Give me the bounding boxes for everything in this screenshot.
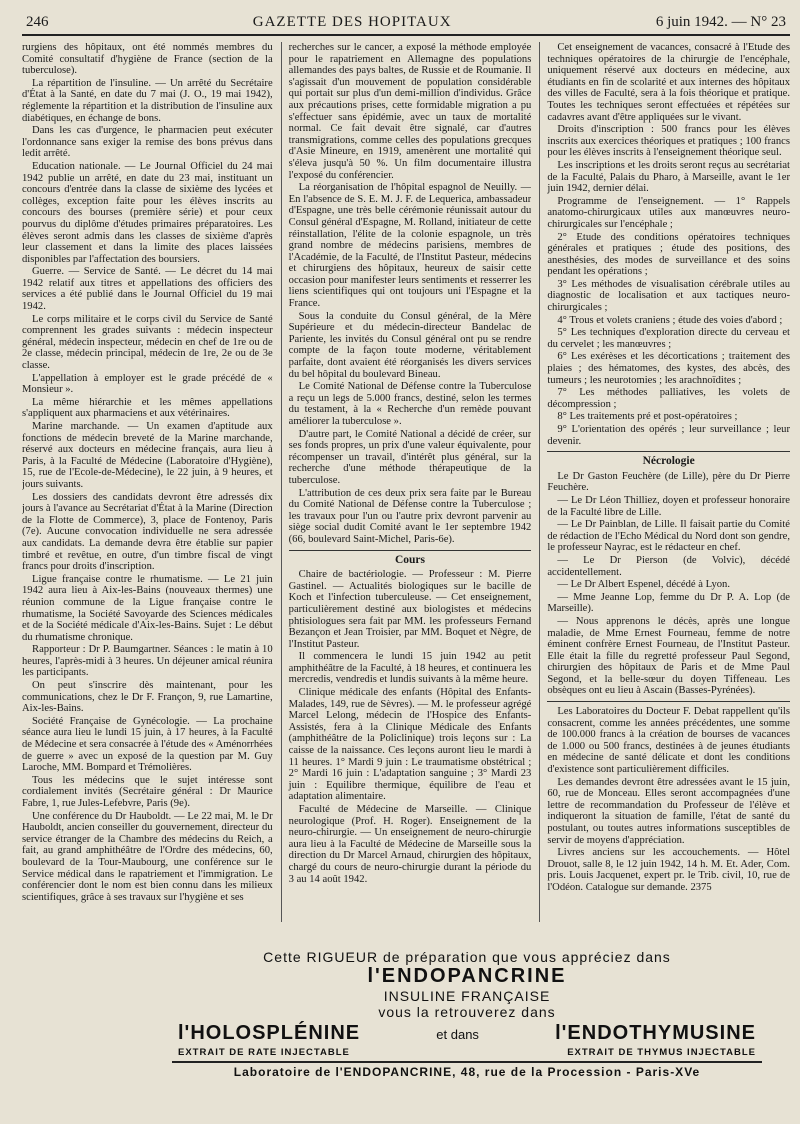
paragraph: Tous les médecins que le sujet intéresse sont cordialement invités (Secrétaire général : Dr Maurice Fabre, 1, rue Jules-Lefebvre, Paris (9e). xyxy=(22,774,273,809)
paragraph: Les demandes devront être adressées avant le 15 juin, 60, rue de Monceau. Elles seront accompagnées d'une lettre de recommandation du Professeur de l'élève et indiqueront la situation de famille, l'état de santé du postulant, ou toutes autres informations susceptibles de servir de moyens d'appréciation. xyxy=(547,776,790,846)
section-heading-cours: Cours xyxy=(394,553,425,566)
paragraph: Cet enseignement de vacances, consacré à l'Etude des techniques opératoires de la chirurgie de l'encéphale, uniquement réservé aux docteurs en médecine, aux étudiants en fin de scolarité et aux internes des hôpitaux des villes de Faculté, sera à la fois théorique et pratique. Toutes les techniques seront effectuées et répétées sur cadavres avant d'être appliquées sur le vivant. xyxy=(547,42,790,123)
ad-line-1: Cette RIGUEUR de préparation que vous appréciez dans xyxy=(263,949,671,965)
divider xyxy=(289,550,532,551)
paragraph: 5° Les techniques d'exploration directe du cerveau et du cervelet ; les manœuvres ; xyxy=(547,327,790,350)
ad-brand-endopancrine: l'ENDOPANCRINE xyxy=(367,965,567,987)
article-columns xyxy=(22,42,790,922)
journal-title: GAZETTE DES HOPITAUX xyxy=(252,14,452,30)
paragraph: — Le Dr Painblan, de Lille. Il faisait partie du Comité de rédaction de l'Echo Médical du Nord dont son gendre, le professeur Nayrac, est le rédacteur en chef. xyxy=(547,519,790,554)
paragraph: Les dossiers des candidats devront être adressés dix jours à l'avance au Secrétariat d'État à la Marine (Direction de la Flotte de Commerce), 3, place de Fontenoy, Paris (7e). Aucune convocation individuelle ne sera adressée aux candidats. La demande devra être établie sur papier timbré et revêtue, en outre, d'un timbre fiscal de vingt francs pour droits d'inscription. xyxy=(22,491,273,573)
paragraph: — Le Dr Pierson (de Volvic), décédé accidentellement. xyxy=(547,554,790,578)
ad-left-subtitle: EXTRAIT DE RATE INJECTABLE xyxy=(178,1047,350,1058)
paragraph: Education nationale. — Le Journal Officiel du 24 mai 1942 publie un arrêté, en date du 23 mai, instituant un concours d'entrée dans la classe de sixième des lycées et collèges, exception faite pour les élèves inscrits au concours des bourses (première série) et pour ceux pourvus du diplôme d'études primaires préparatoires. Les élèves seront admis dans les classes de sixième d'après leur classement et dans la limite des places laissées disponibles par l'affectation des boursiers. xyxy=(22,160,273,265)
paragraph: 3° Les méthodes de visualisation cérébrale utiles au diagnostic de localisation et aux tactiques neuro-chirurgicales ; xyxy=(547,278,790,314)
paragraph: Les Laboratoires du Docteur F. Debat rappellent qu'ils consacrent, comme les années précédentes, une somme de 100.000 francs à la création de bourses de vacances de 1.000 ou 500 francs, destinées à de jeunes étudiants en médecine de santé délicate et dont les conditions d'existence sont particulièrement difficiles. xyxy=(547,706,790,776)
ad-subtitles-row xyxy=(172,1047,762,1058)
paragraph: 9° L'orientation des opérés ; leur surveillance ; leur devenir. xyxy=(547,424,790,447)
paragraph: recherches sur le cancer, a exposé la méthode employée pour le rapatriement en Allemagne des populations allemandes des pays baltes, de Russie et de Roumanie. Il s'agissait d'un mouvement de population considérable qui portait sur plus d'un demi-million d'individus. Grâce aux précautions prises, cette formidable migration a pu s'effectuer sans épidémie, avec un taux de mortalité normal. Ce fait devait être signalé, car d'autres transmigrations, comme celles des populations grecques d'Asie Mineure, en 1919, amenèrent une mortalité qui s'éleva jusqu'à 50 %. Un film documentaire illustra l'exposé du conférencier. xyxy=(288,42,532,181)
paragraph: — Le Dr Léon Thilliez, doyen et professeur honoraire de la Faculté libre de Lille. xyxy=(547,494,790,518)
paragraph: Société Française de Gynécologie. — La prochaine séance aura lieu le lundi 15 juin, à 17 heures, à la Faculté de Médecine et sera consacrée à l'étude des « Aménorrhées de guerre » avec un exposé de la question par M. Guy Laroche, MM. Bompard et Trémolières. xyxy=(22,715,273,774)
divider xyxy=(547,451,790,452)
column-3 xyxy=(539,42,790,922)
paragraph: Le Dr Gaston Feuchère (de Lille), père du Dr Pierre Feuchère. xyxy=(547,470,790,494)
section-heading-necrologie: Nécrologie xyxy=(642,455,695,468)
paragraph: 7° Les méthodes palliatives, les volets de décompression ; xyxy=(547,387,790,410)
paragraph: Les inscriptions et les droits seront reçus au secrétariat de la Faculté, Palais du Pharo, à Marseille, avant le 1er juin 1942, dernier délai. xyxy=(547,159,790,195)
divider xyxy=(547,701,790,702)
paragraph: Ligue française contre le rhumatisme. — Le 21 juin 1942 aura lieu à Aix-les-Bains (nouveaux thermes) une réunion commune de la Ligue française contre le rhumatisme, la Société Savoyarde des Sciences médicales et de la Société médicale d'Aix-les-Bains. Sujet : Le début du rhumatisme chronique. xyxy=(22,573,273,643)
column-1 xyxy=(22,42,273,922)
advertisement xyxy=(172,945,762,1110)
paragraph: Marine marchande. — Un examen d'aptitude aux fonctions de médecin breveté de la Marine marchande, réservé aux docteurs en médecine français, aura lieu à Paris, à la Faculté de Médecine (Laboratoire d'Hygiène), 15, rue de l'Ecole-de-Médecine), le 22 juin, à 9 heures, et jours suivants. xyxy=(22,421,273,490)
paragraph: Le Comité National de Défense contre la Tuberculose a reçu un legs de 5.000 francs, destiné, selon les termes du testament, à la « Recherche d'un remède pouvant améliorer la tuberculose ». xyxy=(288,381,532,427)
paragraph: — Mme Jeanne Lop, femme du Dr P. A. Lop (de Marseille). xyxy=(547,591,790,615)
ad-brand-holosplenine: l'HOLOSPLÉNINE xyxy=(178,1022,361,1044)
paragraph: L'attribution de ces deux prix sera faite par le Bureau du Comité National de Défense contre la Tuberculose ; les travaux pour l'un ou l'autre prix devront parvenir au siège social dudit Comité avant le 1er septembre 1942 (66, boulevard Saint-Michel, Paris-6e). xyxy=(288,487,532,545)
paragraph: 4° Trous et volets craniens ; étude des voies d'abord ; xyxy=(557,314,783,326)
ad-right-subtitle: EXTRAIT DE THYMUS INJECTABLE xyxy=(567,1047,756,1058)
paragraph: On peut s'inscrire dès maintenant, pour les communications, chez le Dr F. Françon, 9, rue Lamartine, Aix-les-Bains. xyxy=(22,680,273,715)
paragraph: Programme de l'enseignement. — 1° Rappels anatomo-chirurgicaux utiles aux manœuvres neuro-chirurgicales sur l'encéphale ; xyxy=(547,195,790,230)
paragraph: La réorganisation de l'hôpital espagnol de Neuilly. — En l'absence de S. E. M. J. F. de Lequerica, ambassadeur d'Espagne, une très belle cérémonie réunissait autour du Consul général d'Espagne, M. Rolland, initiateur de cette réinstallation, l'élite de la colonie espagnole, un très grand nombre de médecins parisiens, membres de l'Académie, de la Faculté, de l'Institut Pasteur, médecins et chirurgiens des hôpitaux, heureux de saisir cette occasion pour manifester leurs sentiments et resserrer les liens scientifiques qui ont toujours uni l'Espagne et la France. xyxy=(288,182,532,310)
paragraph: 6° Les exérèses et les décortications ; traitement des plaies ; des hématomes, des kystes, des abcès, des tumeurs ; les neurotomies ; les arachnoïdites ; xyxy=(547,351,790,386)
paragraph: L'appellation à employer est le grade précédé de « Monsieur ». xyxy=(22,372,273,396)
ad-products-row xyxy=(172,1022,762,1045)
ad-brand-endothymusine: l'ENDOTHYMUSINE xyxy=(555,1022,756,1044)
paragraph: 8° Les traitements pré et post-opératoires ; xyxy=(557,411,738,423)
page-header xyxy=(22,14,790,36)
paragraph: Faculté de Médecine de Marseille. — Clinique neurologique (Prof. H. Roger). Enseignement de la neuro-chirurgie. — Un enseignement de neuro-chirurgie aura lieu à la Faculté de Médecine de Marseille sous la direction du Dr Marcel Arnaud, chirurgien des hôpitaux, chargé du cours de neuro-chirurgie durant la période du 3 au 14 août 1942. xyxy=(288,804,532,885)
paragraph: Le corps militaire et le corps civil du Service de Santé comprennent les grades suivants : médecin inspecteur général, médecin inspecteur, médecin en chef de 1re ou de 2e classe, médecin principal, médecin de 1re, 2e ou de 3e classe. xyxy=(22,313,273,372)
paragraph: Dans les cas d'urgence, le pharmacien peut exécuter l'ordonnance sans exiger la remise des bons prévus dans ledit arrêté. xyxy=(22,125,273,160)
paragraph: Droits d'inscription : 500 francs pour les élèves inscrits aux exercices théoriques et pratiques ; 100 francs pour les élèves inscrits à l'enseignement théorique seul. xyxy=(547,124,790,159)
ad-footer: Laboratoire de l'ENDOPANCRINE, 48, rue de la Procession - Paris-XVe xyxy=(172,1061,762,1079)
issue-date: 6 juin 1942. — N° 23 xyxy=(655,14,786,30)
paragraph: Chaire de bactériologie. — Professeur : M. Pierre Gastinel. — Actualités biologiques sur le bacille de Koch et l'infection tuberculeuse. — Cet enseignement, particulièrement destiné aux biologistes et médecins phtisiologues sera fait par MM. les professeurs Fernand Bezançon et Jean Troisier, par MM. Boquet et Nègre, de l'Institut Pasteur. xyxy=(288,569,532,650)
paragraph: D'autre part, le Comité National a décidé de créer, sur ses fonds propres, un prix d'une valeur équivalente, pour récompenser un travail, d'intérêt plus général, sur la recherche d'une méthode thérapeutique de la tuberculose. xyxy=(288,428,532,486)
paragraph: La répartition de l'insuline. — Un arrêté du Secrétaire d'État à la Santé, en date du 7 mai (J. O., 19 mai 1942), réglemente la répartition et la distribution de l'insuline aux diabétiques, en échange de bons. xyxy=(22,77,273,124)
paragraph: rurgiens des hôpitaux, ont été nommés membres du Comité consultatif d'hygiène de France (section de la tuberculose). xyxy=(22,42,273,77)
paragraph: Rapporteur : Dr P. Baumgartner. Séances : le matin à 10 heures, l'après-midi à 3 heures. Un déjeuner amical réunira les participants. xyxy=(22,644,273,679)
paragraph: La même hiérarchie et les mêmes appellations s'appliquent aux pharmaciens et aux vétérinaires. xyxy=(22,396,273,420)
page-number: 246 xyxy=(26,14,49,30)
ad-and: et dans xyxy=(436,1027,479,1042)
paragraph: Clinique médicale des enfants (Hôpital des Enfants-Malades, 149, rue de Sèvres). — M. le professeur agrégé Marcel Lelong, médecin de l'Hospice des Enfants-Assistés, fera à la Clinique Médicale des Enfants (amphithéâtre de la Policlinique) trois leçons sur : La caisse de la naissance. Ces leçons auront lieu le mardi à 11 heures. 1° Mardi 9 juin : Le traumatisme obstétrical ; 2° Mardi 16 juin : L'adaptation sanguine ; 3° Mardi 23 juin : Equilibre thermique, équilibre de l'eau et adaptation alimentaire. xyxy=(288,687,532,803)
paragraph: Il commencera le lundi 15 juin 1942 au petit amphithéâtre de la Faculté, à 18 heures, et continuera les mercredis, vendredis et lundis suivants à la même heure. xyxy=(288,651,532,686)
paragraph: Livres anciens sur les accouchements. — Hôtel Drouot, salle 8, le 12 juin 1942, 14 h. M. Et. Ader, Com. pris. Louis Jacquenet, expert pr. le Trib. civil, 10, rue de l'Odéon. Catalogue sur demande. 2375 xyxy=(547,847,790,893)
paragraph: Une conférence du Dr Hauboldt. — Le 22 mai, M. le Dr Hauboldt, ancien conseiller du gouvernement, directeur du service étranger de la Chambre des médecins du Reich, a fait, au grand amphithéâtre de l'Ordre des médecins, 60, boulevard de la Tour-Maubourg, une conférence sur le Service médical dans le rapatriement et l'immigration. Le conférencier dont le nom est bien connu dans les milieux scientifiques, grâce à ses travaux sur l'hygiène et ses xyxy=(22,810,273,903)
paragraph: Guerre. — Service de Santé. — Le décret du 14 mai 1942 relatif aux titres et appellations des officiers des services a été publié dans le Journal Officiel du 19 mai 1942. xyxy=(22,266,273,313)
ad-line-3: INSULINE FRANÇAISE xyxy=(383,988,551,1004)
paragraph: 2° Etude des conditions opératoires techniques générales et pratiques ; étude des positions, des anesthésies, des modes de surveillance et des soins pendant les opérations ; xyxy=(547,231,790,278)
paragraph: — Nous apprenons le décès, après une longue maladie, de Mme Ernest Fourneau, femme de notre éminent confrère Ernest Fourneau, de l'Institut Pasteur. Elle était la fille du regretté professeur Paul Segond, chirurgien des hôpitaux de Paris et de Mme Paul Segond, et la belle-sœur du doyen Tiffeneau. Les obsèques ont eu lieu à Ascain (Basses-Pyrénées). xyxy=(547,615,790,697)
paragraph: Sous la conduite du Consul général, de la Mère Supérieure et du médecin-directeur Bandelac de Pariente, les invités du Consul général ont pu se rendre compte de la façon toute moderne, véritablement parfaite, dont avaient été réorganisés les divers services du bel hôpital du boulevard Bineau. xyxy=(288,310,532,380)
ad-line-4: vous la retrouverez dans xyxy=(378,1004,556,1020)
paragraph: — Le Dr Albert Espenel, décédé à Lyon. xyxy=(557,579,731,591)
column-2 xyxy=(281,42,532,922)
